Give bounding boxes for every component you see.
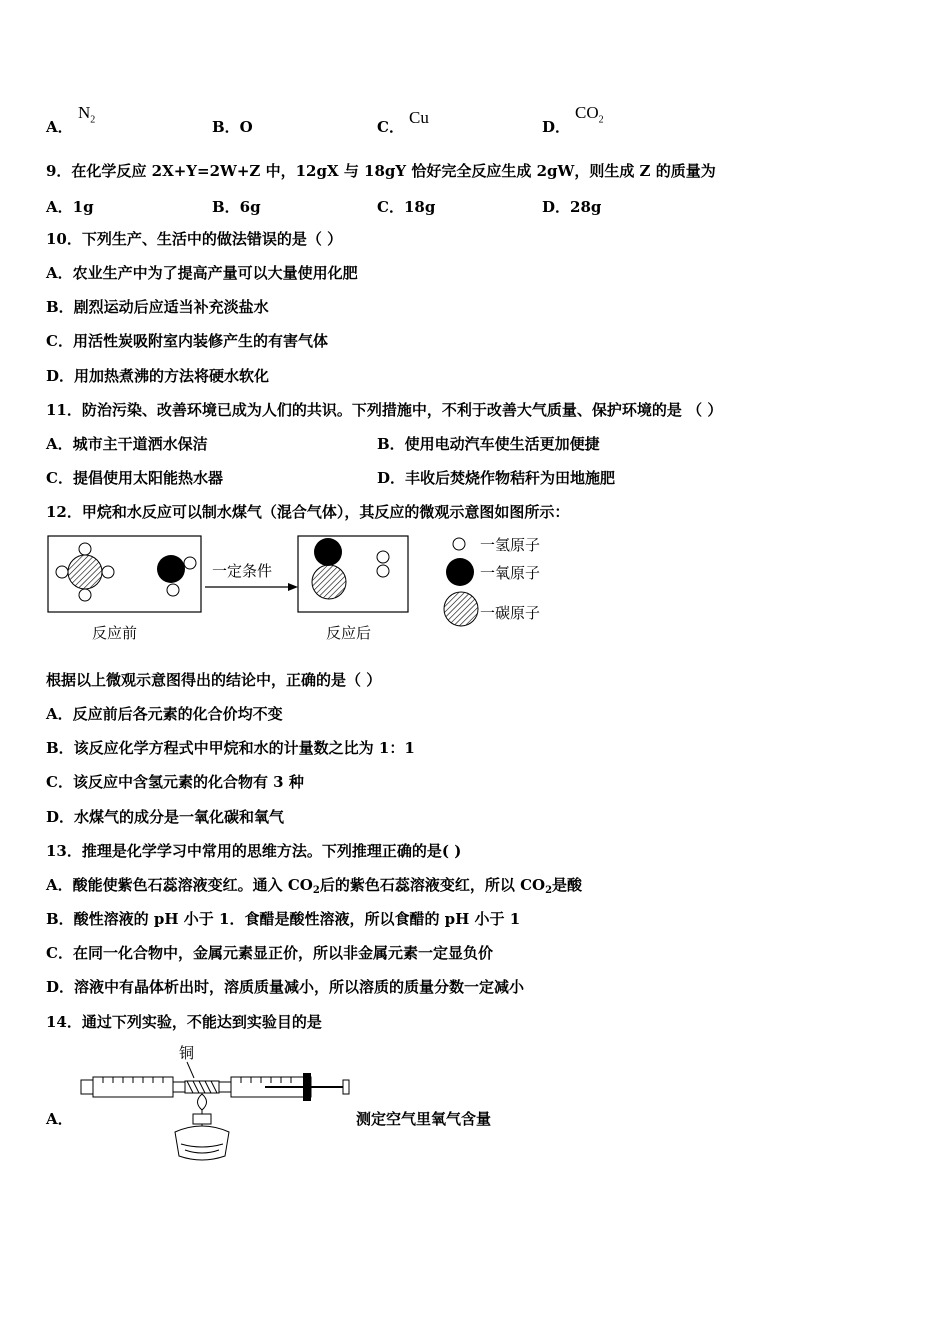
legend-hydrogen: 一氢原子 [480, 536, 541, 554]
q12-stem: 12．甲烷和水反应可以制水煤气（混合气体），其反应的微观示意图如图所示： [46, 503, 570, 521]
q9-option-b: B．6g [212, 198, 261, 216]
q11-option-a: A．城市主干道洒水保洁 [46, 435, 208, 453]
q11-option-d: D．丰收后焚烧作物秸秆为田地施肥 [377, 469, 616, 487]
q9-option-c: C．18g [377, 198, 436, 216]
q9-option-a: A．1g [46, 198, 94, 216]
arrow-icon [288, 583, 298, 591]
oxygen-legend-icon [446, 558, 474, 586]
q13-option-b: B．酸性溶液的 pH 小于 1．食醋是酸性溶液，所以食醋的 pH 小于 1 [46, 910, 521, 928]
before-label: 反应前 [92, 624, 138, 642]
q12-option-a: A．反应前后各元素的化合价均不变 [46, 705, 283, 723]
hydrogen-legend-icon [453, 538, 465, 550]
q13-option-c: C．在同一化合物中，金属元素显正价，所以非金属元素一定显负价 [46, 944, 493, 962]
q9-stem: 9．在化学反应 2X+Y=2W+Z 中，12gX 与 18gY 恰好完全反应生成 2gW，则生成 Z 的质量为 [46, 162, 716, 180]
q12-option-c: C．该反应中含氢元素的化合物有 3 种 [46, 773, 304, 791]
copper-label: 铜 [179, 1044, 195, 1062]
q14-stem: 14．通过下列实验，不能达到实验目的是 [46, 1013, 322, 1031]
carbon-legend-icon [444, 592, 478, 626]
q11-option-c: C．提倡使用太阳能热水器 [46, 469, 223, 487]
q9-option-d: D．28g [542, 198, 602, 216]
q10-option-d: D．用加热煮沸的方法将硬水软化 [46, 367, 270, 385]
q8-option-d: D． [542, 118, 571, 136]
q12-option-d: D．水煤气的成分是一氧化碳和氧气 [46, 808, 285, 826]
reaction-diagram [40, 530, 580, 650]
copper-syringe-apparatus [75, 1040, 360, 1165]
q8-option-a: A． [46, 118, 73, 136]
q10-option-a: A．农业生产中为了提高产量可以大量使用化肥 [46, 264, 358, 282]
q12-option-b: B．该反应化学方程式中甲烷和水的计量数之比为 1：1 [46, 739, 415, 757]
q12-question: 根据以上微观示意图得出的结论中，正确的是（ ） [46, 671, 382, 689]
q10-option-b: B．剧烈运动后应适当补充淡盐水 [46, 298, 269, 316]
q8-option-a-formula: $N_2$ [78, 103, 96, 126]
q8-option-b: B．O [212, 118, 253, 136]
legend-carbon: 一碳原子 [480, 604, 541, 622]
q14-option-a-text: 测定空气里氧气含量 [356, 1110, 492, 1128]
q11-stem: 11．防治污染、改善环境已成为人们的共识。下列措施中，不利于改善大气质量、保护环境的是 （ ） [46, 401, 723, 419]
q13-option-d: D．溶液中有晶体析出时，溶质质量减小，所以溶质的质量分数一定减小 [46, 978, 525, 996]
q13-option-a: A．酸能使紫色石蕊溶液变红。通入 $CO_2$后的紫色石蕊溶液变红，所以 $CO_2$是酸 [46, 876, 583, 896]
q13-stem: 13．推理是化学学习中常用的思维方法。下列推理正确的是( ) [46, 842, 462, 860]
q10-option-c: C．用活性炭吸附室内装修产生的有害气体 [46, 332, 328, 350]
q8-option-c: C． [377, 118, 404, 136]
legend-oxygen: 一氧原子 [480, 564, 541, 582]
q11-option-b: B．使用电动汽车使生活更加便捷 [377, 435, 600, 453]
q8-option-c-formula: Cu [409, 108, 429, 127]
q10-stem: 10．下列生产、生活中的做法错误的是（ ） [46, 230, 343, 248]
q8-option-d-formula: $CO_2$ [575, 103, 604, 126]
q14-option-a: A． [46, 1110, 73, 1128]
after-label: 反应后 [326, 624, 372, 642]
condition-label: 一定条件 [212, 562, 273, 580]
